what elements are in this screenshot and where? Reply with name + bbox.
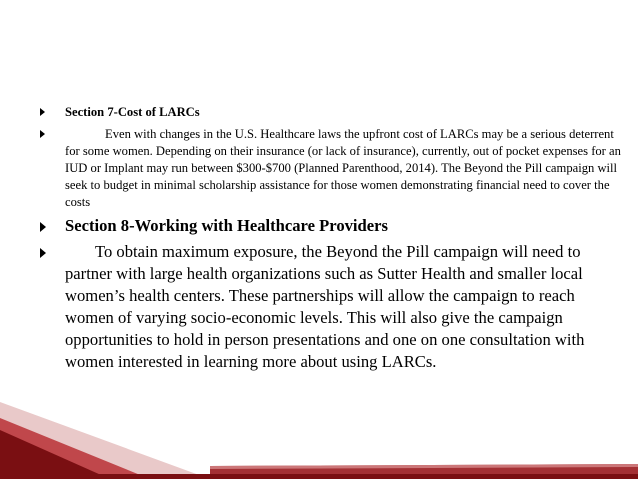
section7-heading: Section 7-Cost of LARCs [65, 105, 200, 119]
section8-body: To obtain maximum exposure, the Beyond the Pill campaign will need to partner with large health organizations such as Sutter Health and smaller local women’s health centers. These partnerships will allow the campaign to reach women of varying socio-economic levels. This will also give the campaign opportunities to hold in person presentations and one on one consultation with women interested in learning more about using LARCs. [65, 242, 585, 371]
section7-body: Even with changes in the U.S. Healthcare laws the upfront cost of LARCs may be a serious deterrent for some women. Depending on their insurance (or lack of insurance), currently, out of pocket expenses for an IUD or Implant may run between $300-$700 (Planned Parenthood, 2014). The Beyond the Pill campaign will seek to budget in minimal scholarship assistance for those women demonstrating financial need to cover the costs [65, 127, 621, 209]
bottom-band-dark [0, 474, 638, 479]
section8-heading: Section 8-Working with Healthcare Providers [65, 216, 388, 235]
